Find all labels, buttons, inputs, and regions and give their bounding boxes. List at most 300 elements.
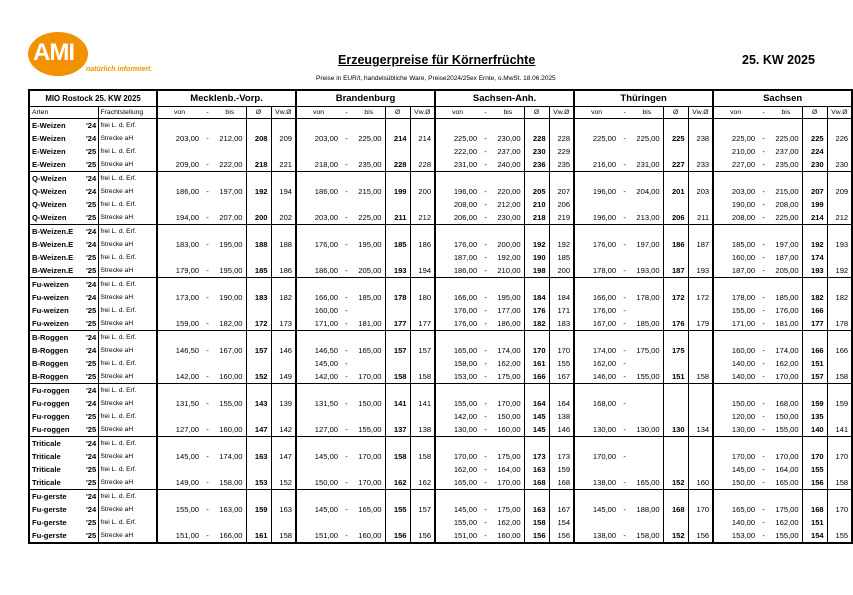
delivery-terms: frei L. d. Erf.	[98, 516, 157, 529]
crop-year: '25	[86, 518, 97, 527]
price-to	[631, 384, 663, 398]
price-prev-week-average	[271, 198, 296, 211]
price-from: 131,50	[296, 397, 340, 410]
price-prev-week-average	[271, 410, 296, 423]
range-dash	[201, 172, 214, 186]
price-average: 230	[802, 158, 827, 172]
price-from	[574, 225, 618, 239]
price-average: 210	[524, 198, 549, 211]
price-to: 205,00	[358, 266, 382, 275]
price-from: 151,00	[435, 529, 479, 543]
range-dash: -	[206, 372, 209, 381]
crop-name: Q-Weizen	[29, 172, 83, 186]
price-average	[385, 278, 410, 292]
price-prev-week-average: 146	[549, 423, 574, 437]
price-from: 194,00	[157, 211, 201, 225]
price-average: 176	[524, 304, 549, 317]
price-to	[353, 172, 385, 186]
range-dash: -	[345, 478, 348, 487]
price-from	[157, 304, 201, 317]
price-prev-week-average	[410, 384, 435, 398]
price-from: 153,00	[713, 529, 757, 543]
price-prev-week-average: 200	[410, 185, 435, 198]
price-to	[631, 278, 663, 292]
price-prev-week-average: 168	[549, 476, 574, 490]
price-to	[492, 384, 524, 398]
range-dash	[479, 225, 492, 239]
price-from	[574, 410, 618, 423]
range-dash	[618, 198, 631, 211]
price-to: 164,00	[497, 465, 521, 474]
delivery-terms: frei L. d. Erf.	[98, 490, 157, 504]
price-average: 175	[663, 344, 688, 357]
price-prev-week-average: 228	[410, 158, 435, 172]
price-prev-week-average: 188	[271, 238, 296, 251]
price-to	[353, 225, 385, 239]
price-from: 127,00	[157, 423, 201, 437]
price-average: 141	[385, 397, 410, 410]
col-header-bis: bis	[214, 107, 246, 119]
price-from: 196,00	[574, 211, 618, 225]
price-average: 137	[385, 423, 410, 437]
price-to: 185,00	[358, 293, 382, 302]
range-dash	[479, 278, 492, 292]
price-average: 153	[246, 476, 271, 490]
price-average	[385, 516, 410, 529]
price-to	[214, 384, 246, 398]
price-average: 168	[524, 476, 549, 490]
price-prev-week-average: 173	[271, 317, 296, 331]
price-average: 158	[385, 370, 410, 384]
price-average: 140	[802, 423, 827, 437]
col-header-vw: Vw.Ø	[271, 107, 296, 119]
price-average: 173	[524, 450, 549, 463]
price-prev-week-average	[410, 119, 435, 133]
price-to	[770, 225, 802, 239]
price-prev-week-average: 186	[410, 238, 435, 251]
price-from: 162,00	[435, 463, 479, 476]
price-to: 222,00	[219, 160, 243, 169]
table-row	[29, 410, 852, 423]
price-to	[353, 516, 385, 529]
price-to	[770, 172, 802, 186]
col-header-dash: -	[479, 107, 492, 119]
range-dash: -	[762, 346, 765, 355]
price-prev-week-average	[688, 172, 713, 186]
region-header: Thüringen	[574, 90, 713, 107]
delivery-terms: Strecke aH	[98, 132, 157, 145]
price-prev-week-average: 212	[410, 211, 435, 225]
range-dash	[340, 516, 353, 529]
crop-name: Fu-gerste	[29, 516, 83, 529]
price-prev-week-average: 134	[688, 423, 713, 437]
price-from: 160,00	[713, 251, 757, 264]
price-to	[353, 357, 385, 370]
price-prev-week-average	[827, 225, 852, 239]
price-prev-week-average	[410, 437, 435, 451]
price-from	[713, 225, 757, 239]
price-average: 156	[385, 529, 410, 543]
price-average	[246, 357, 271, 370]
price-average: 193	[802, 264, 827, 278]
price-average: 199	[802, 198, 827, 211]
price-from: 225,00	[574, 132, 618, 145]
price-from: 155,00	[157, 503, 201, 516]
col-header-avg: Ø	[802, 107, 827, 119]
price-prev-week-average: 171	[549, 304, 574, 317]
price-from: 146,00	[574, 370, 618, 384]
price-from	[435, 278, 479, 292]
price-average	[663, 437, 688, 451]
price-to: 181,00	[358, 319, 382, 328]
price-prev-week-average: 139	[271, 397, 296, 410]
price-prev-week-average: 173	[549, 450, 574, 463]
price-average	[802, 225, 827, 239]
delivery-terms: frei L. d. Erf.	[98, 172, 157, 186]
region-header-row	[29, 90, 852, 107]
price-from	[157, 225, 201, 239]
price-from: 150,00	[713, 397, 757, 410]
price-prev-week-average	[549, 437, 574, 451]
price-from	[435, 490, 479, 504]
range-dash	[340, 384, 353, 398]
price-prev-week-average	[549, 119, 574, 133]
crop-name: Triticale	[29, 450, 83, 463]
price-from: 196,00	[435, 185, 479, 198]
price-prev-week-average: 157	[410, 344, 435, 357]
price-average	[663, 450, 688, 463]
range-dash	[340, 119, 353, 133]
range-dash: -	[479, 529, 492, 543]
range-dash: -	[484, 412, 487, 421]
delivery-terms: frei L. d. Erf.	[98, 145, 157, 158]
price-to: 190,00	[219, 293, 243, 302]
price-prev-week-average: 158	[410, 370, 435, 384]
table-row	[29, 490, 852, 504]
crop-name: Triticale	[29, 476, 83, 490]
range-dash: -	[762, 505, 765, 514]
price-prev-week-average	[410, 304, 435, 317]
price-average: 166	[802, 344, 827, 357]
range-dash: -	[623, 240, 626, 249]
table-row	[29, 317, 852, 331]
price-average: 185	[246, 264, 271, 278]
price-from: 167,00	[574, 317, 618, 331]
range-dash: -	[206, 134, 209, 143]
price-to	[631, 145, 663, 158]
price-to	[631, 410, 663, 423]
price-from	[713, 278, 757, 292]
price-from: 165,00	[713, 503, 757, 516]
range-dash: -	[762, 187, 765, 196]
range-dash	[201, 490, 214, 504]
price-from: 225,00	[435, 132, 479, 145]
price-average	[385, 145, 410, 158]
price-prev-week-average	[271, 304, 296, 317]
crop-name: E-Weizen	[29, 132, 83, 145]
logo-text: AMI	[33, 39, 74, 66]
delivery-terms: frei L. d. Erf.	[98, 410, 157, 423]
crop-year: '24	[83, 331, 98, 345]
price-prev-week-average: 194	[410, 264, 435, 278]
crop-name: E-Weizen	[29, 119, 83, 133]
crop-year: '24	[86, 121, 97, 130]
range-dash: -	[762, 518, 765, 527]
range-dash: -	[206, 452, 209, 461]
price-average: 168	[802, 503, 827, 516]
price-average	[802, 278, 827, 292]
price-average: 178	[385, 291, 410, 304]
price-from	[574, 198, 618, 211]
range-dash: -	[484, 200, 487, 209]
delivery-terms: Strecke aH	[98, 211, 157, 225]
price-average	[246, 331, 271, 345]
delivery-terms: Strecke aH	[98, 423, 157, 437]
price-to: 166,00	[214, 529, 246, 543]
price-prev-week-average: 156	[549, 529, 574, 543]
range-dash	[340, 172, 353, 186]
price-to	[631, 357, 663, 370]
price-from: 155,00	[435, 397, 479, 410]
price-from	[296, 384, 340, 398]
table-row	[29, 158, 852, 172]
price-to: 162,00	[497, 518, 521, 527]
price-to: 170,00	[775, 372, 799, 381]
price-to	[631, 225, 663, 239]
price-to: 170,00	[497, 478, 521, 487]
price-to	[353, 304, 385, 317]
crop-name: B-Roggen	[29, 370, 83, 384]
table-row	[29, 291, 852, 304]
price-prev-week-average	[827, 516, 852, 529]
price-from: 176,00	[435, 304, 479, 317]
price-average: 155	[385, 503, 410, 516]
price-average	[524, 384, 549, 398]
table-row	[29, 476, 852, 490]
price-average	[663, 278, 688, 292]
price-prev-week-average: 192	[827, 264, 852, 278]
price-average: 151	[802, 516, 827, 529]
price-to	[631, 172, 663, 186]
price-from	[157, 198, 201, 211]
price-from: 203,00	[713, 185, 757, 198]
price-from	[713, 331, 757, 345]
price-prev-week-average	[688, 384, 713, 398]
range-dash	[340, 437, 353, 451]
range-dash: -	[345, 505, 348, 514]
price-average	[385, 304, 410, 317]
delivery-terms: frei L. d. Erf.	[98, 225, 157, 239]
range-dash	[618, 437, 631, 451]
price-from	[296, 516, 340, 529]
range-dash	[201, 331, 214, 345]
range-dash: -	[623, 293, 626, 302]
price-to: 164,00	[775, 465, 799, 474]
price-prev-week-average	[271, 384, 296, 398]
table-row	[29, 211, 852, 225]
price-from: 227,00	[713, 158, 757, 172]
price-to	[353, 490, 385, 504]
delivery-terms: Strecke aH	[98, 158, 157, 172]
crop-year: '24	[83, 384, 98, 398]
col-header-von: von	[435, 107, 479, 119]
price-from: 127,00	[296, 423, 340, 437]
price-to	[353, 145, 385, 158]
range-dash: -	[623, 399, 626, 408]
price-from: 176,00	[435, 317, 479, 331]
price-from: 151,00	[157, 529, 201, 543]
price-from	[713, 490, 757, 504]
price-average: 170	[524, 344, 549, 357]
price-to: 170,00	[358, 372, 382, 381]
price-to	[353, 410, 385, 423]
range-dash: -	[345, 425, 348, 434]
range-dash: -	[340, 529, 353, 543]
price-from: 216,00	[574, 158, 618, 172]
price-to	[214, 145, 246, 158]
price-to: 168,00	[775, 399, 799, 408]
price-from: 210,00	[713, 145, 757, 158]
price-prev-week-average: 152	[271, 476, 296, 490]
price-average: 145	[524, 423, 549, 437]
price-prev-week-average: 160	[688, 476, 713, 490]
range-dash	[201, 516, 214, 529]
price-average: 187	[663, 264, 688, 278]
table-row	[29, 185, 852, 198]
range-dash: -	[623, 372, 626, 381]
price-prev-week-average	[827, 410, 852, 423]
price-to: 213,00	[636, 213, 660, 222]
range-dash: -	[762, 399, 765, 408]
price-average: 161	[246, 529, 271, 543]
crop-year: '25	[86, 359, 97, 368]
price-from: 140,00	[713, 516, 757, 529]
price-average: 143	[246, 397, 271, 410]
range-dash	[201, 119, 214, 133]
price-prev-week-average	[688, 251, 713, 264]
price-average	[524, 225, 549, 239]
price-prev-week-average	[410, 331, 435, 345]
price-to	[214, 251, 246, 264]
price-from	[574, 463, 618, 476]
price-average: 208	[246, 132, 271, 145]
price-to	[492, 225, 524, 239]
col-header-avg: Ø	[663, 107, 688, 119]
price-from: 159,00	[157, 317, 201, 331]
price-to: 237,00	[775, 147, 799, 156]
range-dash: -	[623, 266, 626, 275]
range-dash	[618, 251, 631, 264]
price-to: 158,00	[219, 478, 243, 487]
price-prev-week-average: 142	[271, 423, 296, 437]
range-dash: -	[762, 452, 765, 461]
price-prev-week-average	[271, 119, 296, 133]
price-to: 215,00	[775, 187, 799, 196]
price-to: 215,00	[358, 187, 382, 196]
range-dash: -	[762, 240, 765, 249]
price-prev-week-average: 200	[549, 264, 574, 278]
price-average: 159	[802, 397, 827, 410]
range-dash: -	[623, 505, 626, 514]
price-prev-week-average	[410, 357, 435, 370]
price-average	[246, 463, 271, 476]
col-header-von: von	[574, 107, 618, 119]
delivery-terms: frei L. d. Erf.	[98, 463, 157, 476]
price-average	[663, 516, 688, 529]
range-dash: -	[623, 160, 626, 169]
col-header-dash: -	[757, 107, 770, 119]
price-average	[802, 490, 827, 504]
table-corner-label: MIO Rostock 25. KW 2025	[29, 90, 157, 107]
price-from: 185,00	[713, 238, 757, 251]
price-to	[214, 278, 246, 292]
price-from: 165,00	[435, 476, 479, 490]
range-dash	[340, 463, 353, 476]
range-dash: -	[206, 240, 209, 249]
crop-name: Q-Weizen	[29, 198, 83, 211]
price-to: 192,00	[497, 253, 521, 262]
range-dash: -	[623, 478, 626, 487]
price-average: 236	[524, 158, 549, 172]
price-to	[631, 198, 663, 211]
table-row	[29, 238, 852, 251]
price-to: 150,00	[775, 412, 799, 421]
price-to	[214, 119, 246, 133]
price-prev-week-average: 235	[549, 158, 574, 172]
crop-year: '25	[86, 266, 97, 275]
range-dash: -	[484, 266, 487, 275]
range-dash: -	[623, 452, 626, 461]
table-row	[29, 450, 852, 463]
price-from: 145,00	[713, 463, 757, 476]
delivery-terms: Strecke aH	[98, 503, 157, 516]
price-to: 155,00	[636, 372, 660, 381]
price-from: 145,00	[296, 450, 340, 463]
price-from	[296, 410, 340, 423]
price-to: 167,00	[219, 346, 243, 355]
price-to: 205,00	[775, 266, 799, 275]
range-dash: -	[623, 359, 626, 368]
price-average: 200	[246, 211, 271, 225]
price-prev-week-average: 158	[410, 450, 435, 463]
price-prev-week-average: 170	[827, 503, 852, 516]
price-to	[353, 331, 385, 345]
price-to	[631, 490, 663, 504]
price-from: 165,00	[435, 344, 479, 357]
range-dash	[757, 384, 770, 398]
price-average: 154	[802, 529, 827, 543]
crop-name: Fu-gerste	[29, 503, 83, 516]
crop-name: Fu-roggen	[29, 410, 83, 423]
range-dash: -	[345, 160, 348, 169]
price-prev-week-average: 146	[271, 344, 296, 357]
price-to	[214, 331, 246, 345]
price-average: 172	[246, 317, 271, 331]
col-header-bis: bis	[631, 107, 663, 119]
price-prev-week-average	[410, 516, 435, 529]
price-to	[770, 490, 802, 504]
crop-year: '24	[83, 172, 98, 186]
price-prev-week-average	[410, 172, 435, 186]
col-header-avg: Ø	[246, 107, 271, 119]
price-prev-week-average	[688, 331, 713, 345]
delivery-terms: Strecke aH	[98, 476, 157, 490]
price-prev-week-average	[410, 490, 435, 504]
price-average	[246, 172, 271, 186]
price-to: 155,00	[770, 529, 802, 543]
price-average: 188	[246, 238, 271, 251]
price-prev-week-average: 238	[688, 132, 713, 145]
